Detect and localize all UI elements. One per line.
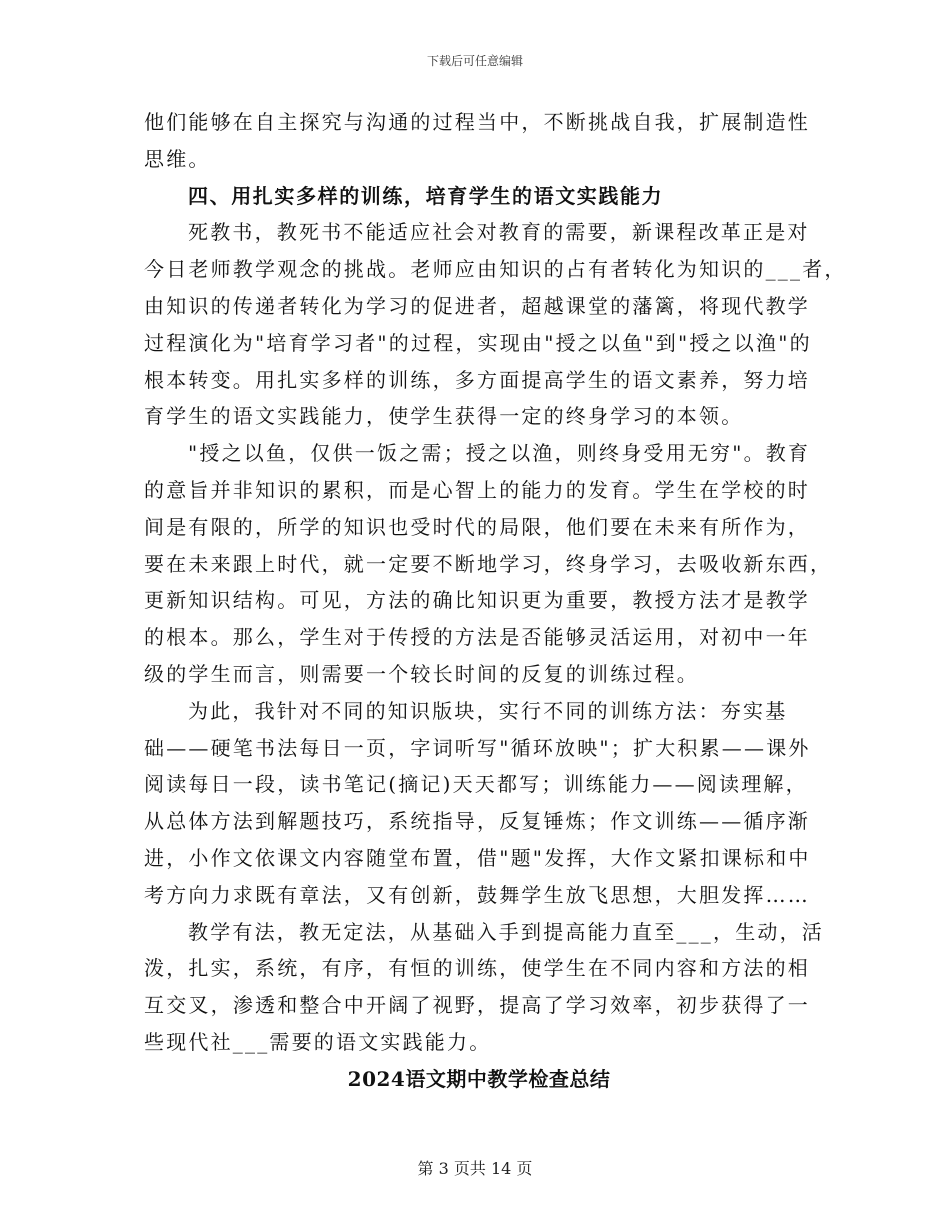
paragraph-continuation [144,104,814,178]
page-number-footer: 第 3 页共 14 页 [417,1159,533,1178]
text-line: 的意旨并非知识的累积，而是心智上的能力的发育。学生在学校的时 [144,477,810,502]
text-line: 更新知识结构。可见，方法的确比知识更为重要，教授方法才是教学 [144,588,810,613]
text-line: 过程演化为"培育学习者"的过程，实现由"授之以鱼"到"授之以渔"的 [144,330,812,355]
paragraph [144,914,824,1061]
text-line: 间是有限的，所学的知识也受时代的局限，他们要在未来有所作为， [144,514,810,539]
text-line: 死教书，教死书不能适应社会对教育的需要，新课程改革正是对 [188,220,810,245]
text-line: 教学有法，教无定法，从基础入手到提高能力直至___，生动，活 [188,919,824,944]
text-line: 础——硬笔书法每日一页，字词听写"循环放映"；扩大积累——课外 [144,735,811,760]
text-line: 今日老师教学观念的挑战。老师应由知识的占有者转化为知识的___者， [144,257,847,282]
paragraph [144,435,833,693]
section-heading: 四、用扎实多样的训练，培育学生的语文实践能力 [188,183,664,208]
text-line: 育学生的语文实践能力，使学生获得一定的终身学习的本领。 [144,404,744,429]
text-line: "授之以鱼，仅供一饭之需；授之以渔，则终身受用无穷"。教育 [188,441,811,466]
text-line: 为此，我针对不同的知识版块，实行不同的训练方法：夯实基 [188,698,788,723]
next-document-title: 2024语文期中教学检查总结 [347,1066,611,1091]
text-line: 互交叉，渗透和整合中开阔了视野，提高了学习效率，初步获得了一 [144,993,810,1018]
text-line: 级的学生而言，则需要一个较长时间的反复的训练过程。 [144,661,699,686]
page-header-note: 下载后可任意编辑 [426,54,523,68]
text-line: 阅读每日一段，读书笔记(摘记)天天都写；训练能力——阅读理解， [144,772,808,797]
text-line: 的根本。那么，学生对于传授的方法是否能够灵活运用，对初中一年 [144,625,810,650]
text-line: 思维。 [144,146,211,171]
paragraph [144,214,847,435]
text-line: 进，小作文依课文内容随堂布置，借"题"发挥，大作文紧扣课标和中 [144,845,811,870]
text-line: 由知识的传递者转化为学习的促进者，超越课堂的藩篱，将现代教学 [144,293,810,318]
paragraph [144,693,814,914]
text-line: 些现代社___需要的语文实践能力。 [144,1029,492,1054]
text-line: 要在未来跟上时代，就一定要不断地学习，终身学习，去吸收新东西， [144,551,833,576]
text-line: 他们能够在自主探究与沟通的过程当中，不断挑战自我，扩展制造性 [144,110,810,134]
text-line: 从总体方法到解题技巧，系统指导，反复锤炼；作文训练——循序渐 [144,809,810,834]
text-line: 泼，扎实，系统，有序，有恒的训练，使学生在不同内容和方法的相 [144,956,810,981]
text-line: 考方向力求既有章法，又有创新，鼓舞学生放飞思想，大胆发挥…… [144,882,810,907]
document-body [144,104,847,1098]
text-line: 根本转变。用扎实多样的训练，多方面提高学生的语文素养，努力培 [144,367,810,392]
